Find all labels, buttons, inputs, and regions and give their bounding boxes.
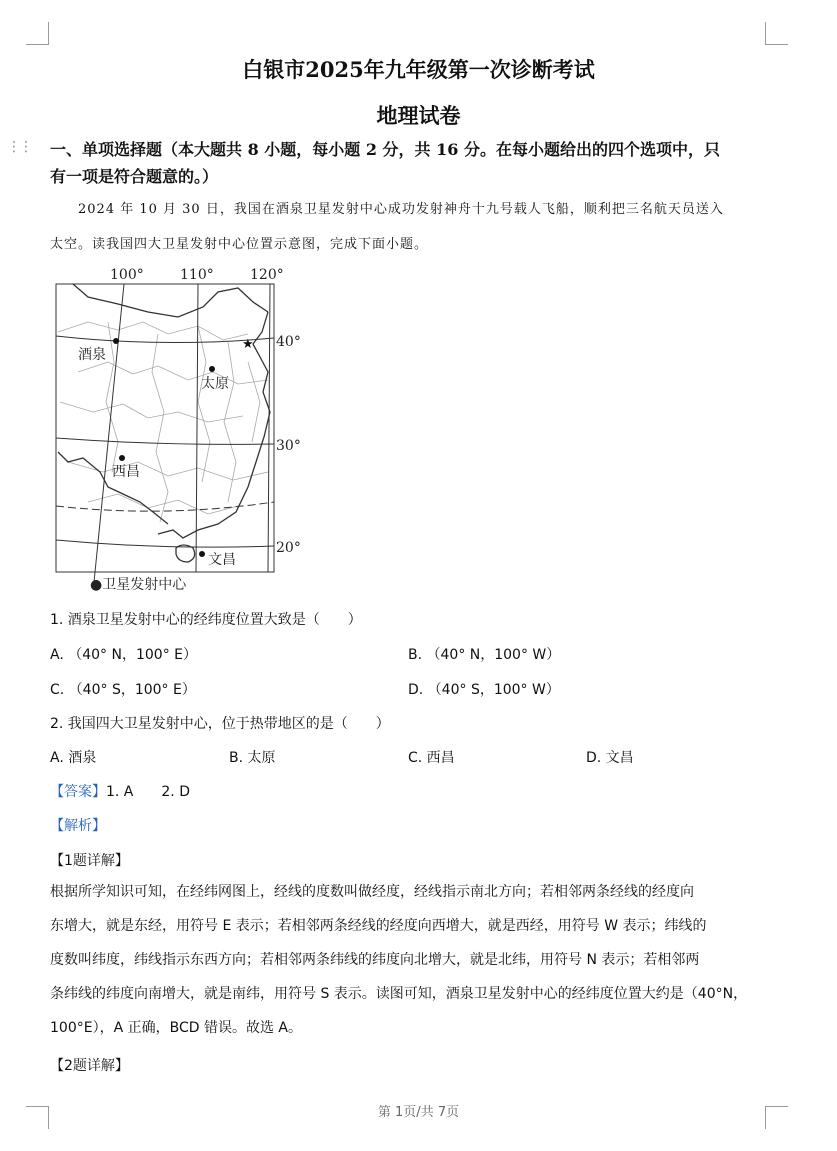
q1-option-a[interactable]: A. （40° N，100° E） xyxy=(50,647,197,663)
exam-subtitle: 地理试卷 xyxy=(376,103,461,128)
lon-label-100: 100° xyxy=(110,267,144,283)
detail-1-body xyxy=(50,875,747,1045)
wenchang-dot xyxy=(199,551,205,557)
city-label-taiyuan: 太原 xyxy=(201,376,229,392)
q2-option-c[interactable]: C. 西昌 xyxy=(408,750,455,766)
crop-mark-top-left xyxy=(26,22,49,45)
q2-option-d[interactable]: D. 文昌 xyxy=(586,750,634,766)
intro-line2: 太空。读我国四大卫星发射中心位置示意图，完成下面小题。 xyxy=(50,237,429,252)
exam-title: 白银市2025年九年级第一次诊断考试 xyxy=(242,57,595,82)
answer-text: 1. A 2. D xyxy=(106,784,190,800)
page-footer: 第 1页/共 7页 xyxy=(377,1105,460,1120)
lon-label-120: 120° xyxy=(250,267,284,283)
q2-option-a[interactable]: A. 酒泉 xyxy=(50,750,97,766)
launch-center-map xyxy=(48,262,301,596)
city-label-jiuquan: 酒泉 xyxy=(78,347,106,363)
section-heading-line1: 一、单项选择题（本大题共 8 小题，每小题 2 分，共 16 分。在每小题给出的四个选项中，只 xyxy=(50,140,720,159)
answer-row xyxy=(50,781,190,801)
detail-1-line: 度数叫纬度，纬线指示东西方向；若相邻两条纬线的纬度向北增大，就是北纬，用符号 N 表示；若相邻两 xyxy=(50,952,700,968)
analysis-label: 【解析】 xyxy=(50,818,106,834)
lat-label-20: 20° xyxy=(276,540,301,556)
city-label-wenchang: 文昌 xyxy=(208,552,236,568)
detail-1-line: 100°E），A 正确，BCD 错误。故选 A。 xyxy=(50,1020,302,1036)
intro-line1: 2024 年 10 月 30 日，我国在酒泉卫星发射中心成功发射神舟十九号载人飞船，顺利把三名航天员送入 xyxy=(78,202,724,217)
city-label-xichang: 西昌 xyxy=(112,464,140,480)
question-1-stem: 1. 酒泉卫星发射中心的经纬度位置大致是（ ） xyxy=(50,612,362,628)
xichang-dot xyxy=(119,455,125,461)
crop-mark-top-right xyxy=(765,22,788,45)
detail-2-heading: 【2题详解】 xyxy=(50,1058,129,1074)
lat-label-40: 40° xyxy=(276,334,301,350)
detail-1-line: 东增大，就是东经，用符号 E 表示；若相邻两条经线的经度向西增大，就是西经，用符号 W 表示；纬线的 xyxy=(50,918,707,934)
map-frame xyxy=(56,284,274,572)
capital-star-icon: ★ xyxy=(242,337,254,352)
national-border xyxy=(58,284,270,562)
lat-label-30: 30° xyxy=(276,438,301,454)
detail-1-line: 条纬线的纬度向南增大，就是南纬，用符号 S 表示。读图可知，酒泉卫星发射中心的经纬度位置大约是（40°N， xyxy=(50,986,748,1002)
analysis-row xyxy=(50,815,106,835)
q1-option-b[interactable]: B. （40° N，100° W） xyxy=(408,647,561,663)
section-heading-line2: 有一项是符合题意的。） xyxy=(50,167,219,186)
jiuquan-dot xyxy=(113,338,119,344)
detail-1-heading: 【1题详解】 xyxy=(50,853,129,869)
drag-handle-icon[interactable]: ⋮⋮ xyxy=(7,139,31,155)
taiyuan-dot xyxy=(209,366,215,372)
answer-label: 【答案】 xyxy=(50,784,106,800)
map-legend: ●卫星发射中心 xyxy=(90,577,187,593)
q1-option-d[interactable]: D. （40° S，100° W） xyxy=(408,682,560,698)
latitude-lines xyxy=(56,336,274,547)
question-2-stem: 2. 我国四大卫星发射中心，位于热带地区的是（ ） xyxy=(50,716,390,732)
q2-option-b[interactable]: B. 太原 xyxy=(229,750,276,766)
lon-label-110: 110° xyxy=(180,267,214,283)
q1-option-c[interactable]: C. （40° S，100° E） xyxy=(50,682,196,698)
detail-1-line: 根据所学知识可知，在经纬网图上，经线的度数叫做经度，经线指示南北方向；若相邻两条经线的经度向 xyxy=(50,884,694,900)
